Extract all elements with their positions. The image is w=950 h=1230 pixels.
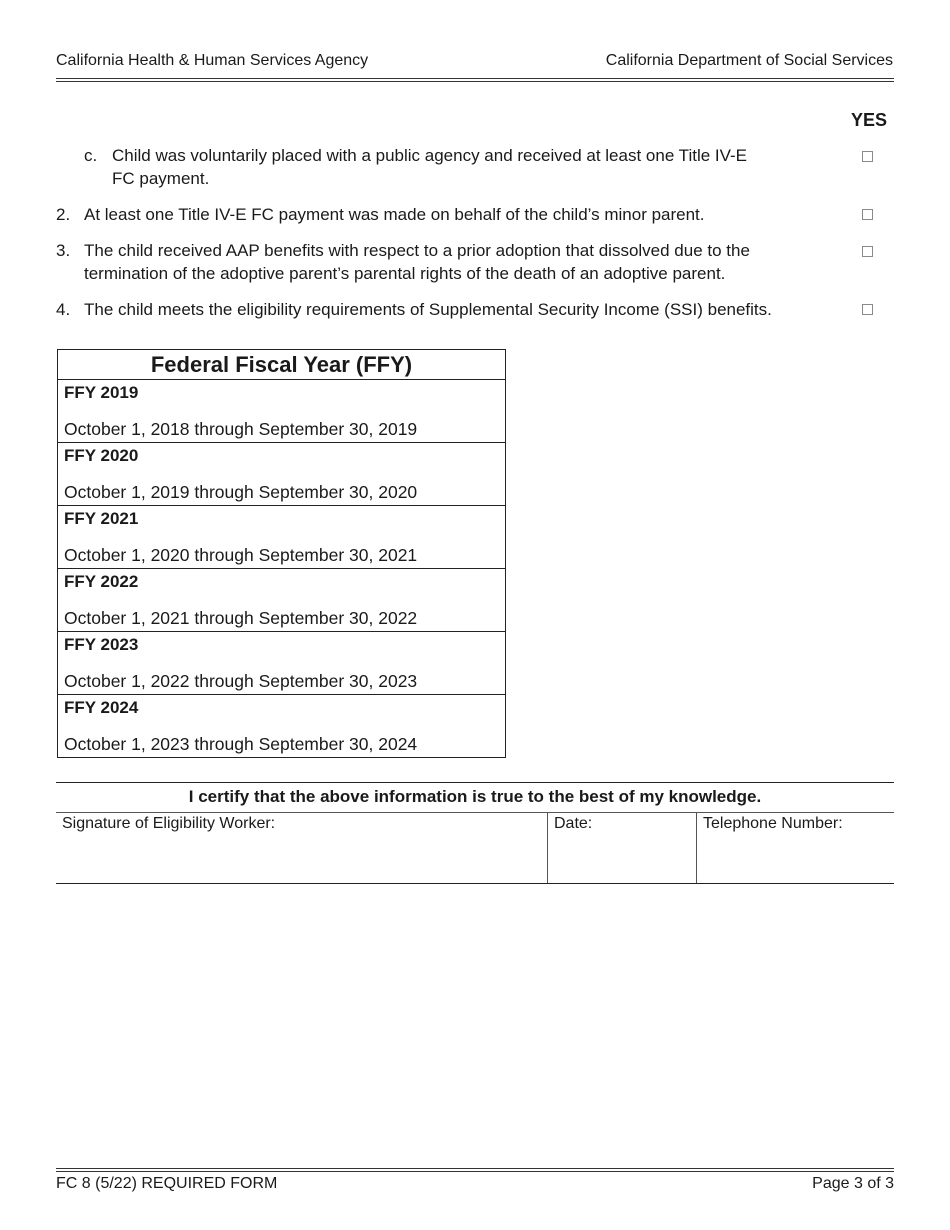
certification-statement: I certify that the above information is true to the best of my knowledge. [56,783,894,813]
item-text-continued: termination of the adoptive parent’s parental rights of the death of an adoptive parent. [84,263,726,283]
ffy-label: FFY 2023 [64,635,139,654]
criteria-item-3 [56,240,846,286]
criteria-item-4 [56,299,851,323]
ffy-table [57,349,506,758]
ffy-table-title: Federal Fiscal Year (FFY) [58,350,505,380]
header-department: California Department of Social Services [605,52,893,69]
footer-rule-bottom [56,1171,894,1172]
item-text-continued: FC payment. [112,168,210,188]
telephone-field[interactable] [697,812,894,883]
item-number: 3. [56,241,71,260]
yes-checkbox-item-c[interactable] [862,151,873,162]
ffy-row-2020 [58,443,505,506]
ffy-date-range: October 1, 2023 through September 30, 2024 [64,734,418,754]
item-text: Child was voluntarily placed with a public agency and received at least one Title IV-E [112,146,748,165]
item-number: 2. [56,205,71,224]
item-text: The child meets the eligibility requirements of Supplemental Security Income (SSI) benefits. [84,300,772,319]
ffy-row-2022 [58,569,505,632]
item-number: c. [84,146,98,165]
ffy-date-range: October 1, 2019 through September 30, 2020 [64,482,418,502]
criteria-item-2 [56,204,846,228]
item-text: At least one Title IV-E FC payment was made on behalf of the child’s minor parent. [84,205,705,224]
ffy-row-2024 [58,695,505,757]
header-rule-top [56,78,894,79]
ffy-date-range: October 1, 2020 through September 30, 2021 [64,545,418,565]
yes-checkbox-item-4[interactable] [862,304,873,315]
item-text: The child received AAP benefits with respect to a prior adoption that dissolved due to the [84,241,750,260]
criteria-item-c [84,145,844,191]
ffy-date-range: October 1, 2018 through September 30, 2019 [64,419,418,439]
telephone-label: Telephone Number: [703,815,843,832]
ffy-date-range: October 1, 2022 through September 30, 2023 [64,671,418,691]
footer-rule-top [56,1168,894,1169]
yes-checkbox-item-2[interactable] [862,209,873,220]
ffy-date-range: October 1, 2021 through September 30, 2022 [64,608,418,628]
ffy-row-2023 [58,632,505,695]
header-rule-bottom [56,81,894,82]
signature-field[interactable] [56,812,548,883]
ffy-row-2019 [58,380,505,443]
form-id: FC 8 (5/22) REQUIRED FORM [56,1175,278,1192]
signature-label: Signature of Eligibility Worker: [62,815,276,832]
date-field[interactable] [548,812,697,883]
ffy-row-2021 [58,506,505,569]
page-number: Page 3 of 3 [812,1175,894,1192]
ffy-label: FFY 2020 [64,446,139,465]
yes-checkbox-item-3[interactable] [862,246,873,257]
header-agency: California Health & Human Services Agency [56,52,369,69]
ffy-label: FFY 2019 [64,383,139,402]
certification-block [56,782,894,884]
date-label: Date: [554,815,593,832]
ffy-label: FFY 2022 [64,572,139,591]
ffy-label: FFY 2021 [64,509,139,528]
yes-column-heading: YES [851,110,888,130]
item-number: 4. [56,300,71,319]
ffy-label: FFY 2024 [64,698,139,717]
